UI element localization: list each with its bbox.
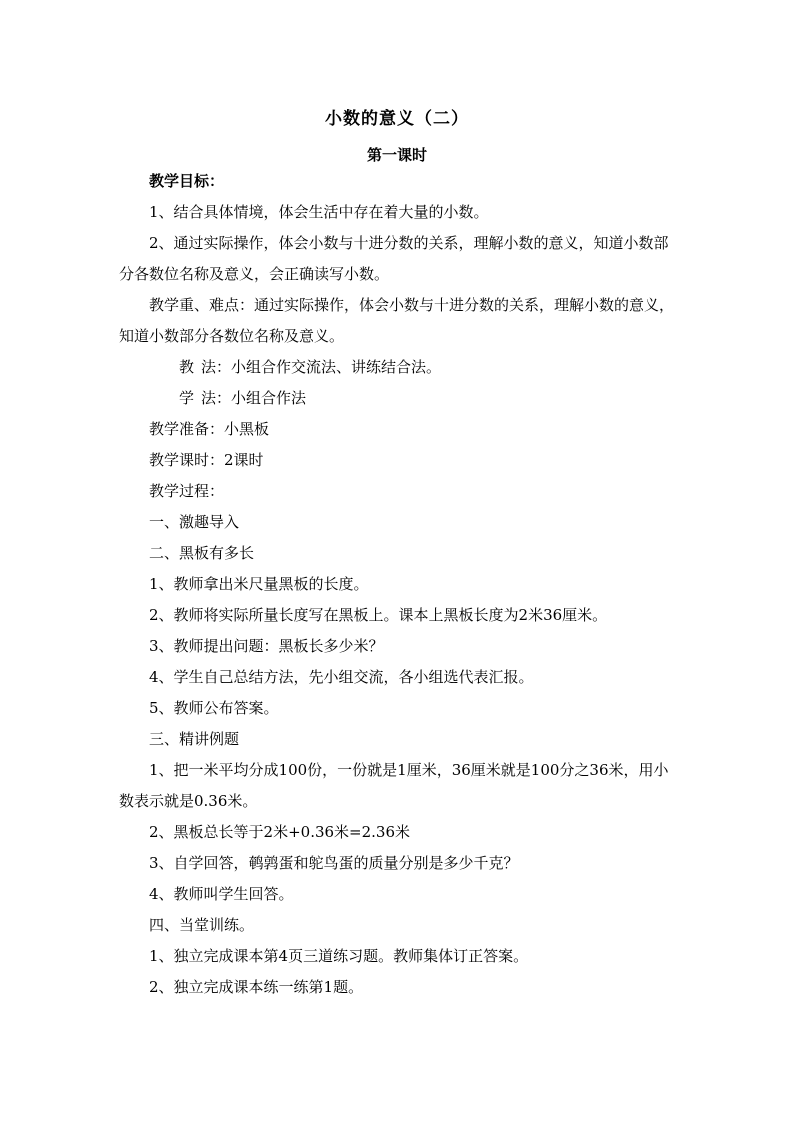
teaching-periods: 教学课时：2课时 [149, 451, 264, 469]
document-body [119, 166, 679, 1003]
teaching-method-value: 小组合作交流法、讲练结合法。 [231, 358, 442, 376]
section-3-item-2: 2、黑板总长等于2米+0.36米=2.36米 [149, 823, 411, 841]
teaching-method [119, 352, 679, 383]
learning-method-label-2: 法： [201, 389, 232, 407]
document-subtitle: 第一课时 [366, 146, 427, 164]
learning-method [119, 383, 679, 414]
section-2-item-3: 3、教师提出问题：黑板长多少米？ [149, 637, 384, 655]
objective-1: 1、结合具体情境，体会生活中存在着大量的小数。 [149, 203, 489, 221]
teaching-method-label-2: 法： [201, 358, 232, 376]
objectives-heading: 教学目标： [149, 172, 225, 190]
section-2-item-2: 2、教师将实际所量长度写在黑板上。课本上黑板长度为2米36厘米。 [149, 606, 608, 624]
teaching-preparation: 教学准备：小黑板 [149, 420, 270, 438]
document-title: 小数的意义（二） [325, 109, 469, 129]
process-heading: 教学过程： [149, 482, 225, 500]
section-2-item-5: 5、教师公布答案。 [149, 699, 279, 717]
teaching-method-label: 教 [179, 358, 195, 376]
learning-method-value: 小组合作法 [231, 389, 307, 407]
section-4-heading: 四、当堂训练。 [149, 916, 255, 934]
section-1-heading: 一、激趣导入 [149, 513, 240, 531]
section-2-item-1: 1、教师拿出米尺量黑板的长度。 [149, 575, 369, 593]
key-points: 教学重、难点：通过实际操作，体会小数与十进分数的关系，理解小数的意义，知道小数部分各数位名称及意义。 [119, 296, 675, 345]
section-2-heading: 二、黑板有多长 [149, 544, 255, 562]
objective-2: 2、通过实际操作，体会小数与十进分数的关系，理解小数的意义，知道小数部分各数位名称及意义，会正确读写小数。 [119, 234, 669, 283]
section-3-item-1: 1、把一米平均分成100份，一份就是1厘米，36厘米就是100分之36米，用小数表示就是0.36米。 [119, 761, 669, 810]
section-3-item-4: 4、教师叫学生回答。 [149, 885, 294, 903]
section-2-item-4: 4、学生自己总结方法，先小组交流，各小组选代表汇报。 [149, 668, 534, 686]
section-4-item-2: 2、独立完成课本练一练第1题。 [149, 978, 364, 996]
learning-method-label: 学 [179, 389, 195, 407]
section-3-heading: 三、精讲例题 [149, 730, 240, 748]
section-3-item-3: 3、自学回答，鹌鹑蛋和鸵鸟蛋的质量分别是多少千克？ [149, 854, 519, 872]
section-4-item-1: 1、独立完成课本第4页三道练习题。教师集体订正答案。 [149, 947, 529, 965]
